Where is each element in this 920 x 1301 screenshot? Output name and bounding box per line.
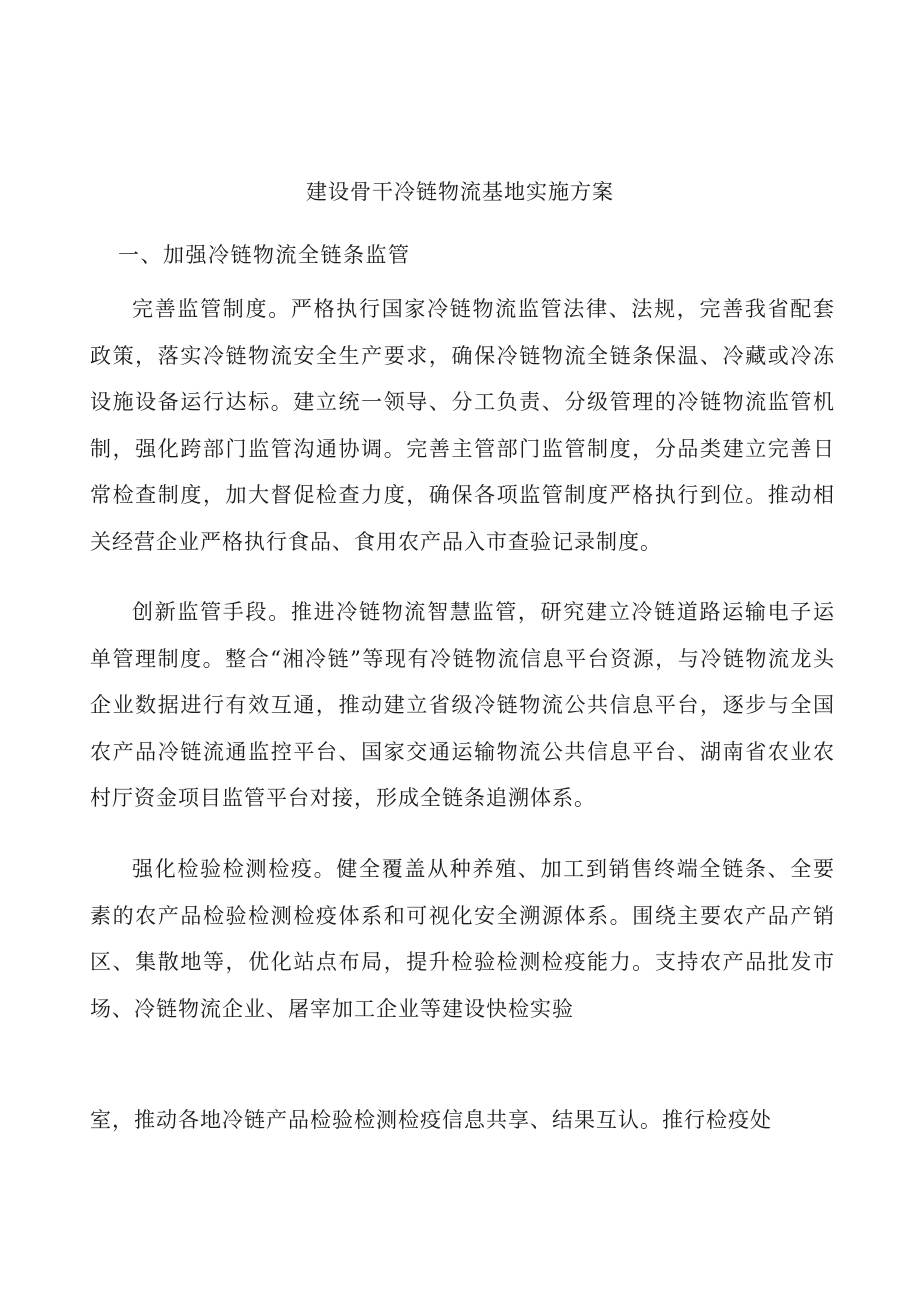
paragraph-supervision-means: 创新监管手段。推进冷链物流智慧监管，研究建立冷链道路运输电子运单管理制度。整合“湘冷链”等现有冷链物流信息平台资源，与冷链物流龙头企业数据进行有效互通，推动建立省级冷链物流公共信息平台，逐步与全国农产品冷链流通监控平台、国家交通运输物流公共信息平台、湖南省农业农村厅资金项目监管平台对接，形成全链条追溯体系。 — [90, 600, 835, 811]
paragraph-continuation: 室，推动各地冷链产品检验检测检疫信息共享、结果互认。推行检疫处 — [90, 1108, 772, 1132]
paragraph-inspection-quarantine: 强化检验检测检疫。健全覆盖从种养殖、加工到销售终端全链条、全要素的农产品检验检测检疫体系和可视化安全溯源体系。围绕主要农产品产销区、集散地等，优化站点布局，提升检验检测检疫能力。支持农产品批发市场、冷链物流企业、屠宰加工企业等建设快检实验 — [90, 857, 835, 1021]
document-title: 建设骨干冷链物流基地实施方案 — [306, 180, 614, 204]
paragraph-regulatory-system: 完善监管制度。严格执行国家冷链物流监管法律、法规，完善我省配套政策，落实冷链物流安全生产要求，确保冷链物流全链条保温、冷藏或冷冻设施设备运行达标。建立统一领导、分工负责、分级管理的冷链物流监管机制，强化跨部门监管沟通协调。完善主管部门监管制度，分品类建立完善日常检查制度，加大督促检查力度，确保各项监管制度严格执行到位。推动相关经营企业严格执行食品、食用农产品入市查验记录制度。 — [90, 297, 835, 554]
section-heading: 一、加强冷链物流全链条监管 — [118, 243, 411, 267]
